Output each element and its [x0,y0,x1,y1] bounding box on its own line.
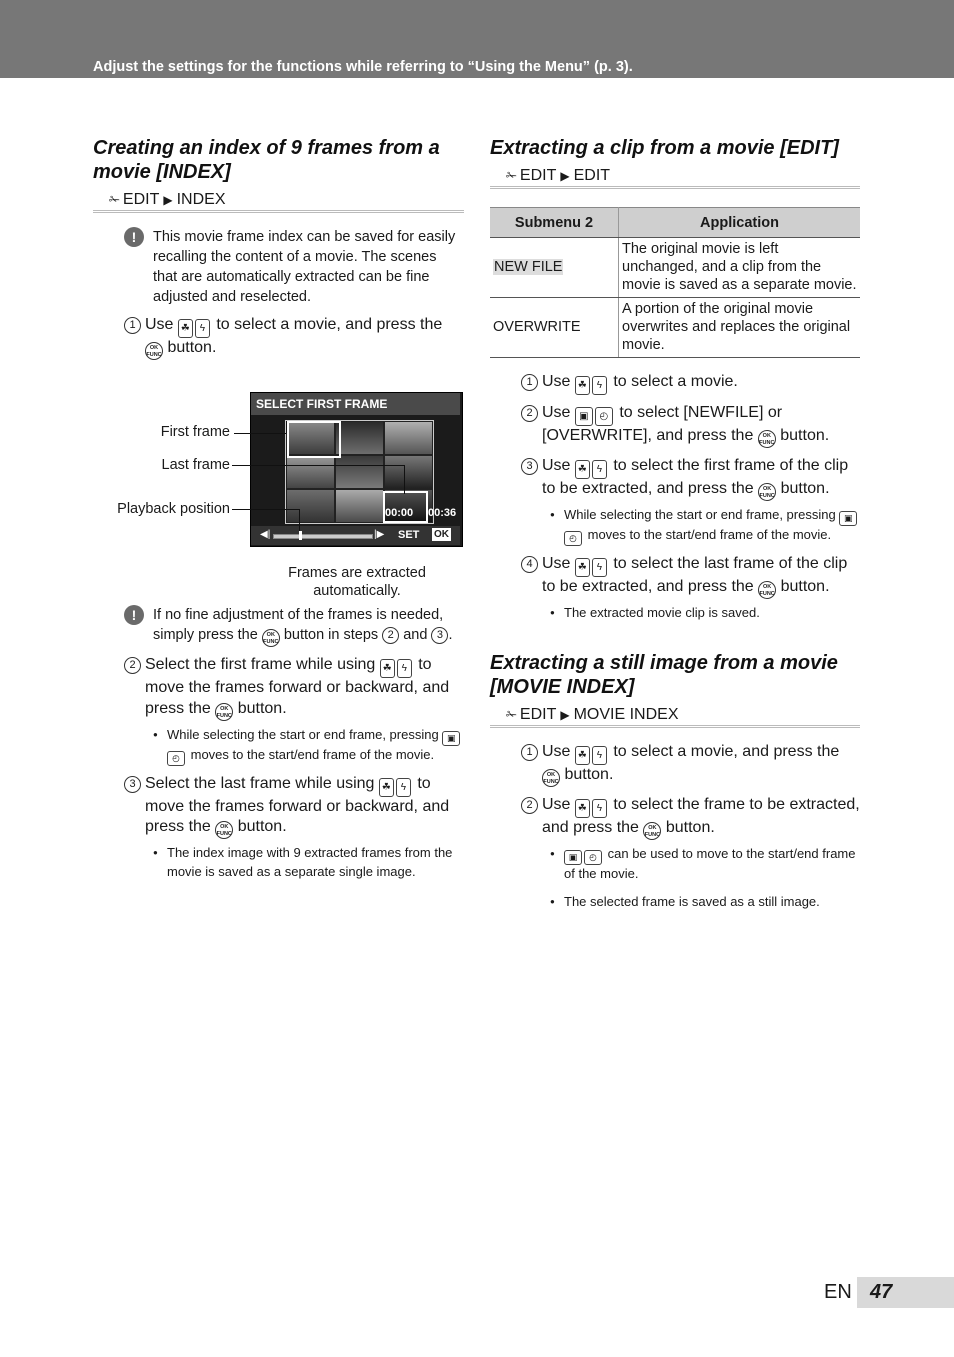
step-3 [93,774,464,840]
step-number: 1 [124,317,141,334]
figure-caption: Frames are extracted automatically. [288,565,426,599]
section-title-edit: Extracting a clip from a movie [EDIT] [490,137,839,159]
caution-icon: ! [124,227,144,247]
page-number: 47 [870,1281,893,1303]
step-text: to select the first frame of the clip to be extracted, and press the [542,457,849,497]
edit-step-4-bullet: ● The extracted movie clip is saved. [490,604,860,623]
step-text: to select a movie, and press the [613,742,840,760]
leader-line [232,509,299,510]
frame-thumbnail [336,456,383,488]
step-text: to select a movie. [613,373,738,390]
edit-step-3 [490,456,860,501]
menu-path-movie-index [490,705,860,728]
frame-thumbnail [336,422,383,454]
step-number: 2 [382,627,399,644]
step-2-bullet [93,726,464,766]
note-text: and [403,627,428,643]
frame-thumbnail [385,456,432,488]
up-key-icon: ▣ [564,850,582,865]
step-text: button. [167,339,217,356]
ok-button-icon [758,483,776,501]
ok-button-icon [758,430,776,448]
step-text: button. [780,427,830,444]
time-end: 00:36 [428,507,457,519]
step-text: to select the frame to be extracted, and press the [542,795,860,836]
note-text: If no fine adjustment of the frames is needed, simply press the [153,607,444,643]
edit-step-1 [490,372,860,395]
func-label: FUNC [759,493,775,499]
table-cell-desc: A portion of the original movie overwrites and replaces the original movie. [619,298,861,358]
camera-screen [250,392,463,547]
left-key-icon: ☘ [379,778,394,797]
playback-bar [251,526,460,545]
step-text: to select a movie, and press the [216,316,443,333]
edit-step-3-bullet [490,506,860,546]
triangle-icon: ▶ [560,169,570,183]
func-label: FUNC [216,712,232,719]
ok-label-box: OK [434,529,449,540]
step-text: button. [665,818,715,836]
ok-button-icon [215,821,233,839]
note-fine-adjust [93,605,464,647]
left-key-icon: ☘ [575,746,590,765]
left-key-icon: ☘ [575,558,590,577]
func-label: FUNC [759,440,775,446]
forward-icon: |▶ [374,529,385,540]
section-title-movie-index: Extracting a still image from a movie [MOVIE INDEX] [490,651,838,698]
leader-line [299,509,300,531]
left-key-icon: ☘ [575,376,590,395]
step-text: Use [542,404,571,421]
path-edit: EDIT [122,191,160,208]
label-last-frame: Last frame [161,457,230,473]
scissors-icon: ✁ [506,706,517,722]
down-key-icon: ◴ [167,751,185,766]
ok-label: OK [266,632,275,638]
down-key-icon: ◴ [564,531,582,546]
submenu-table [490,207,860,358]
label-first-frame: First frame [160,424,230,440]
ok-label: OK [149,345,159,351]
rewind-icon: ◀| [260,529,271,540]
table-cell-desc: The original movie is left unchanged, and a clip from the movie is saved as a separate movie. [619,238,861,298]
step-text: Use [542,373,571,390]
step-text: button. [780,578,830,595]
bullet-text: While selecting the start or end frame, pressing [564,507,836,522]
step-text: Use [542,457,571,474]
up-key-icon: ▣ [839,511,857,526]
path-edit: EDIT [519,705,557,723]
step-number: 1 [521,744,538,761]
triangle-icon: ▶ [163,193,173,207]
leader-line [286,421,287,433]
up-key-icon: ▣ [575,407,593,426]
right-key-icon: ϟ [592,460,607,479]
func-label: FUNC [644,831,661,838]
frame-thumbnail [336,490,383,522]
table-cell-option [490,238,619,298]
right-key-icon: ϟ [592,558,607,577]
frame-thumbnail [385,422,432,454]
ok-button-icon [145,342,163,360]
leader-line [234,433,286,434]
table-cell-option: OVERWRITE [490,298,619,358]
left-key-icon: ☘ [178,319,193,338]
playback-position-marker [299,531,302,540]
ok-label: OK [220,705,229,712]
menu-path-edit [490,166,860,189]
ok-button-icon [758,581,776,599]
ok-button-icon [262,629,280,647]
step-1 [93,315,464,360]
caution-icon: ! [124,605,144,625]
step-text: Use [542,742,571,760]
right-key-icon: ϟ [195,319,210,338]
step-2 [93,655,464,721]
movie-index-step-2 [490,795,860,840]
step-number: 2 [521,797,538,814]
step-text: to select the last frame of the clip to be extracted, and press the [542,555,848,595]
down-key-icon: ◴ [584,850,602,865]
ok-button-icon [542,769,560,787]
step-text: Select the first frame while using [145,656,376,673]
ok-button-icon [643,822,661,840]
right-key-icon: ϟ [592,746,607,765]
label-playback-position: Playback position [117,501,230,517]
option-new-file: NEW FILE [494,259,563,275]
left-key-icon: ☘ [575,799,590,818]
func-label: FUNC [543,778,559,785]
bullet-text: While selecting the start or end frame, pressing [167,726,439,742]
ok-label: OK [546,771,556,778]
step-text: Use [542,795,571,813]
edit-step-2 [490,403,860,448]
path-movie-index: MOVIE INDEX [573,705,679,723]
table-header-row [490,208,860,238]
step-number: 2 [521,405,538,422]
bullet-text: can be used to move to the start/end frame of the movie. [564,845,856,881]
step-3-bullet: ● The index image with 9 extracted frames from the movie is saved as a separate single image. [93,844,464,881]
right-key-icon: ϟ [396,778,411,797]
up-key-icon: ▣ [442,731,460,746]
section-title-index: Creating an index of 9 frames from a movie [INDEX] [93,137,440,183]
step-number: 3 [124,776,141,793]
right-key-icon: ϟ [592,799,607,818]
step-text: to move the frames forward or backward, and press the [145,656,450,717]
step-number: 3 [521,458,538,475]
language-label: EN [824,1281,852,1303]
step-text: button. [237,818,287,835]
down-key-icon: ◴ [595,407,613,426]
step-number: 3 [431,627,448,644]
first-frame-marker [287,421,341,458]
index-figure [93,372,464,597]
step-text: Select the last frame while using [145,774,375,792]
leader-line [404,465,405,494]
playback-track [273,534,373,539]
left-key-icon: ☘ [575,460,590,479]
table-row [490,238,860,298]
step-text: button. [780,480,830,497]
triangle-icon: ▶ [560,707,570,722]
right-key-icon: ϟ [592,376,607,395]
movie-index-bullet-1 [490,845,860,884]
right-column [490,136,860,912]
note-text: This movie frame index can be saved for easily recalling the content of a movie. The scenes that are automatically extracted can be fine adjusted and reselected. [153,229,456,305]
table-header: Submenu 2 [490,208,619,238]
func-label: FUNC [216,831,232,837]
path-index: INDEX [176,191,226,208]
note-text: . [448,627,453,643]
ok-button-icon [215,703,233,721]
note-index [93,227,464,307]
step-text: button. [564,765,614,783]
frame-thumbnail [287,490,334,522]
banner-text: Adjust the settings for the functions while referring to “Using the Menu” (p. 3). [93,59,633,75]
movie-index-step-1 [490,742,860,787]
movie-index-bullet-2: ● The selected frame is saved as a still image. [490,893,860,912]
step-number: 4 [521,556,538,573]
scissors-icon: ✁ [506,168,517,183]
frame-thumbnail [287,456,334,488]
step-number: 1 [521,374,538,391]
bullet-text: moves to the start/end frame of the movie. [587,527,832,542]
ok-label: OK [220,824,229,830]
step-number: 2 [124,657,141,674]
ok-label: OK [763,486,772,492]
right-key-icon: ϟ [397,659,412,678]
ok-label: OK [763,584,772,590]
func-label: FUNC [263,639,279,645]
step-text: to move the frames forward or backward, and press the [145,774,450,835]
ok-label: OK [762,433,771,439]
func-label: FUNC [759,591,775,597]
leader-line [232,465,404,466]
table-row [490,298,860,358]
left-column [93,136,464,881]
path-edit-sub: EDIT [573,167,611,184]
step-text: Use [542,555,571,572]
left-key-icon: ☘ [380,659,395,678]
scissors-icon: ✁ [109,192,120,207]
screen-title: SELECT FIRST FRAME [251,393,460,415]
menu-path-index [93,190,464,213]
edit-step-4 [490,554,860,599]
note-text: button in steps [283,627,379,643]
step-text: Use [145,316,174,333]
ok-label: OK [648,824,657,831]
step-text: button. [237,699,287,717]
time-start: 00:00 [385,507,414,519]
func-label: FUNC [146,352,162,358]
set-label: SET [398,529,420,541]
path-edit: EDIT [519,167,557,184]
table-header: Application [619,208,861,238]
step-text: to select [NEWFILE] or [OVERWRITE], and press the [542,404,783,444]
bullet-text: moves to the start/end frame of the movie. [190,746,435,762]
